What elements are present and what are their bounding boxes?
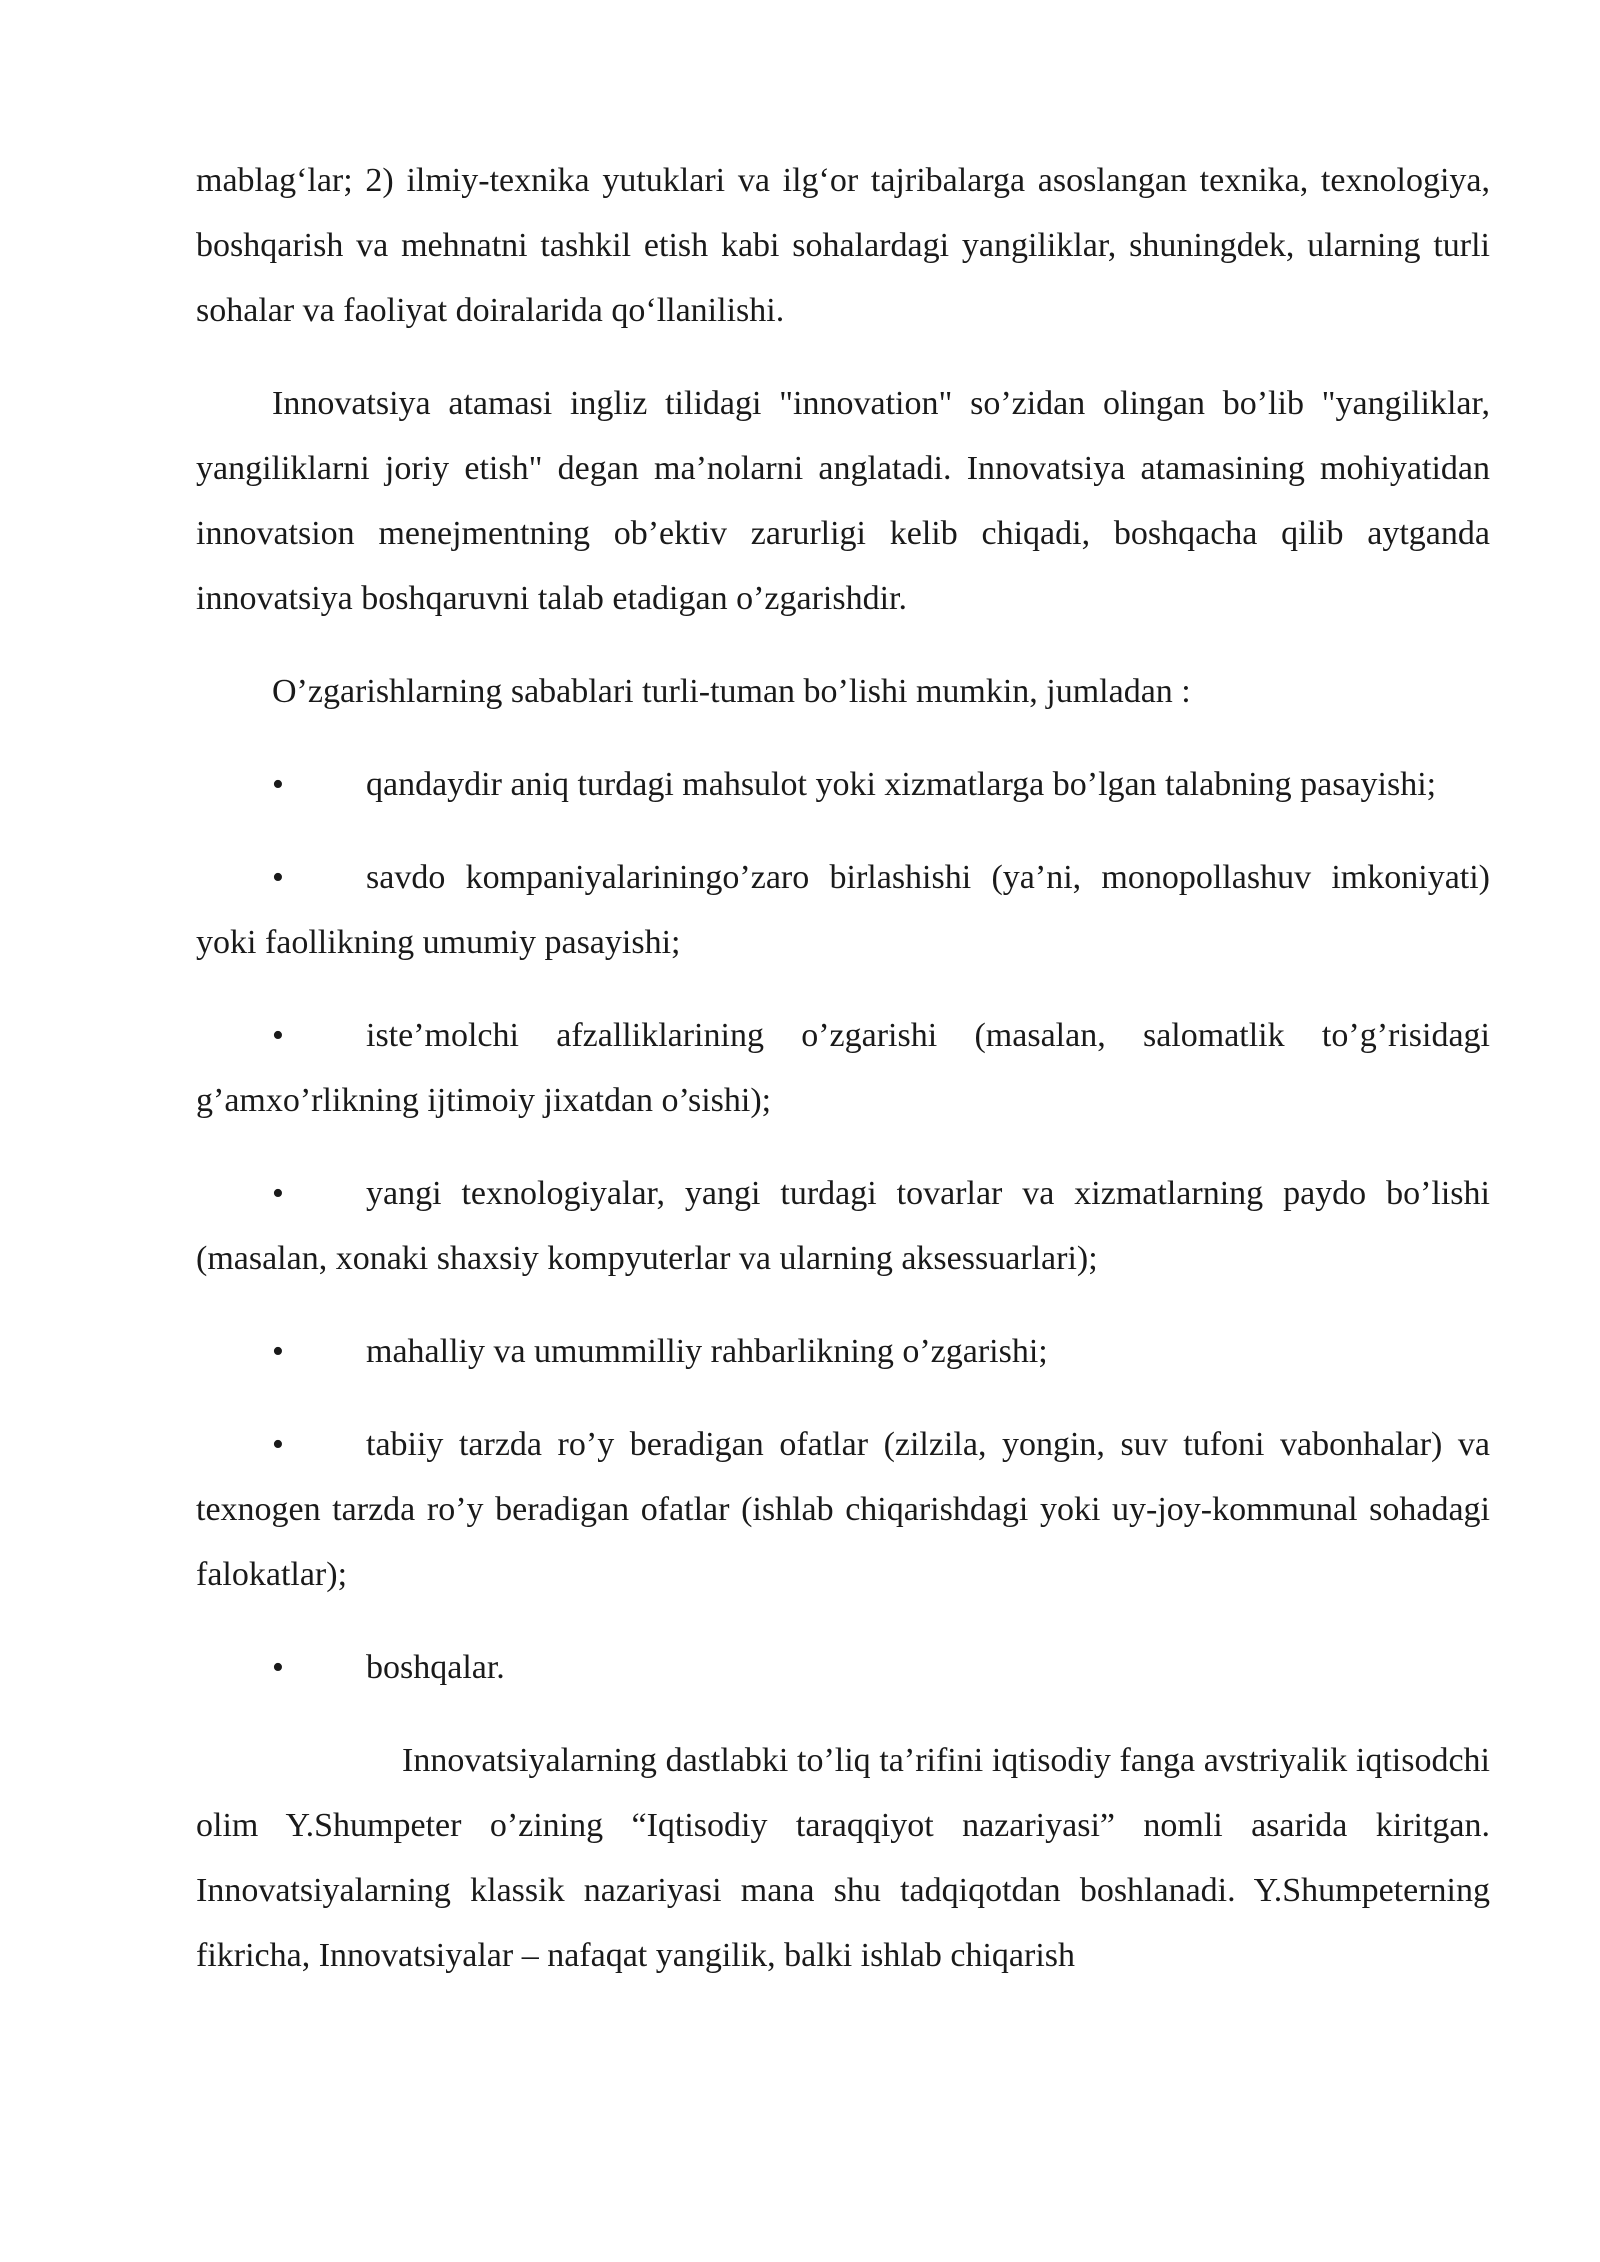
bullet-icon: • — [272, 1649, 284, 1686]
list-item — [196, 752, 1490, 817]
paragraph-shumpeter-definition: Innovatsiyalarning dastlabki to’liq ta’rifini iqtisodiy fanga avstriyalik iqtisodchi olim Y.Shumpeter o’zining “Iqtisodiy taraqqiyot nazariyasi” nomli asarida kiritgan. Innovatsiyalarning klassik nazariyasi mana shu tadqiqotdan boshlanadi. Y.Shumpeterning fikricha, Innovatsiyalar – nafaqat yangilik, balki ishlab chiqarish — [196, 1742, 1490, 1974]
document-page — [196, 148, 1490, 1988]
bullet-icon: • — [272, 1017, 284, 1054]
list-item-text: qandaydir aniq turdagi mahsulot yoki xizmatlarga bo’lgan talabning pasayishi; — [366, 766, 1437, 803]
list-item-text: iste’molchi afzalliklarining o’zgarishi (masalan, salomatlik to’g’risidagi g’amxo’rlikning ijtimoiy jixatdan o’sishi); — [196, 1017, 1490, 1119]
list-item-text: savdo kompaniyalariningo’zaro birlashishi (ya’ni, monopollashuv imkoniyati) yoki faollikning umumiy pasayishi; — [196, 859, 1490, 961]
list-item — [196, 1635, 1490, 1700]
bullet-icon: • — [272, 859, 284, 896]
bullet-icon: • — [272, 1333, 284, 1370]
list-item — [196, 1412, 1490, 1607]
list-item — [196, 1003, 1490, 1133]
list-item — [196, 1319, 1490, 1384]
list-item — [196, 845, 1490, 975]
list-item-text: yangi texnologiyalar, yangi turdagi tovarlar va xizmatlarning paydo bo’lishi (masalan, xonaki shaxsiy kompyuterlar va ularning aksessuarlari); — [196, 1175, 1490, 1277]
bullet-icon: • — [272, 1426, 284, 1463]
list-item-text: mahalliy va umummilliy rahbarlikning o’zgarishi; — [366, 1333, 1048, 1370]
list-item — [196, 1161, 1490, 1291]
bullet-icon: • — [272, 1175, 284, 1212]
paragraph-innovation-definition: Innovatsiya atamasi ingliz tilidagi "innovation" so’zidan olingan bo’lib "yangiliklar, yangiliklarni joriy etish" degan ma’nolarni anglatadi. Innovatsiya atamasining mohiyatidan innovatsion menejmentning ob’ektiv zarurligi kelib chiqadi, boshqacha qilib aytganda innovatsiya boshqaruvni talab etadigan o’zgarishdir. — [196, 385, 1490, 617]
list-item-text: tabiiy tarzda ro’y beradigan ofatlar (zilzila, yongin, suv tufoni vabonhalar) va texnogen tarzda ro’y beradigan ofatlar (ishlab chiqarishdagi yoki uy-joy-kommunal sohadagi falokatlar); — [196, 1426, 1490, 1593]
bullet-icon: • — [272, 766, 284, 803]
list-item-text: boshqalar. — [366, 1649, 505, 1686]
paragraph-intro-continuation: mablag‘lar; 2) ilmiy-texnika yutuklari va ilg‘or tajribalarga asoslangan texnika, texnologiya, boshqarish va mehnatni tashkil etish kabi sohalardagi yangiliklar, shuningdek, ularning turli sohalar va faoliyat doiralarida qo‘llanilishi. — [196, 162, 1490, 329]
paragraph-change-reasons-lead: O’zgarishlarning sabablari turli-tuman bo’lishi mumkin, jumladan : — [272, 673, 1191, 710]
